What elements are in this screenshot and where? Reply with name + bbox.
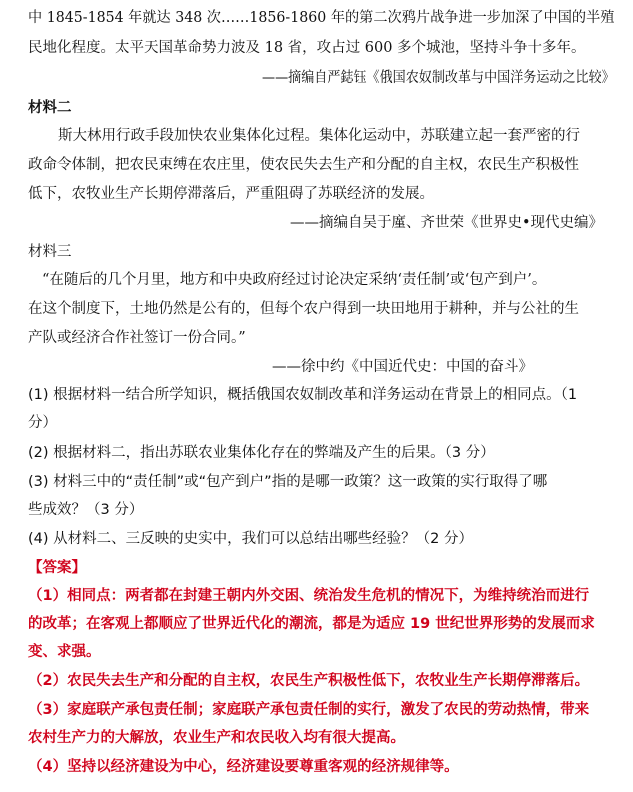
answer-line: 变、求强。 <box>28 644 101 660</box>
material2-heading: 材料二 <box>28 100 72 116</box>
material3-source: ——徐中约《中国近代史：中国的奋斗》 <box>272 359 533 375</box>
answer-line: （4）坚持以经济建设为中心，经济建设要尊重客观的经济规律等。 <box>28 759 459 775</box>
question-1-cont: 分） <box>28 415 57 431</box>
material1-line: 民地化程度。太平天国革命势力波及 18 省，攻占过 600 多个城池，坚持斗争十多年。 <box>28 40 586 56</box>
answer-line: 农村生产力的大解放，农业生产和农民收入均有很大提高。 <box>28 730 405 746</box>
answer-line: 的改革；在客观上都顺应了世界近代化的潮流，都是为适应 19 世纪世界形势的发展而求 <box>28 616 595 632</box>
material3-line: “在随后的几个月里，地方和中央政府经过讨论决定采纳‘责任制’或‘包产到户’。 <box>42 272 547 288</box>
material3-line: 在这个制度下，土地仍然是公有的，但每个农户得到一块田地用于耕种，并与公社的生 <box>28 301 579 317</box>
answer-line: （2）农民失去生产和分配的自主权，农民生产积极性低下，农牧业生产长期停滞落后。 <box>28 673 590 689</box>
question-3-cont: 些成效？（3 分） <box>28 502 144 518</box>
material2-line: 斯大林用行政手段加快农业集体化过程。集体化运动中，苏联建立起一套严密的行 <box>58 128 580 144</box>
material3-line: 产队或经济合作社签订一份合同。” <box>28 330 246 346</box>
question-4: (4) 从材料二、三反映的史实中，我们可以总结出哪些经验？（2 分） <box>28 531 473 547</box>
question-1: (1) 根据材料一结合所学知识，概括俄国农奴制改革和洋务运动在背景上的相同点。（1 <box>28 387 578 403</box>
material2-source: ——摘编自吴于廑、齐世荣《世界史•现代史编》 <box>290 215 604 231</box>
answer-line: （1）相同点：两者都在封建王朝内外交困、统治发生危机的情况下，为维持统治而进行 <box>28 588 590 604</box>
material2-line: 政命令体制，把农民束缚在农庄里，使农民失去生产和分配的自主权，农民生产积极性 <box>28 157 579 173</box>
material3-heading: 材料三 <box>28 244 72 260</box>
material2-line: 低下，农牧业生产长期停滞落后，严重阻碍了苏联经济的发展。 <box>28 186 434 202</box>
answer-line: （3）家庭联产承包责任制；家庭联产承包责任制的实行，激发了农民的劳动热情，带来 <box>28 702 590 718</box>
material1-line: 中 1845-1854 年就达 348 次……1856-1860 年的第二次鸦片战争进一步加深了中国的半殖 <box>28 10 615 26</box>
answer-heading: 【答案】 <box>28 560 86 576</box>
question-2: (2) 根据材料二，指出苏联农业集体化存在的弊端及产生的后果。（3 分） <box>28 445 495 461</box>
question-3: (3) 材料三中的“责任制”或“包产到户”指的是哪一政策？这一政策的实行取得了哪 <box>28 474 548 490</box>
material1-source: ——摘编自严鋕钰《俄国农奴制改革与中国洋务运动之比较》 <box>262 70 615 86</box>
